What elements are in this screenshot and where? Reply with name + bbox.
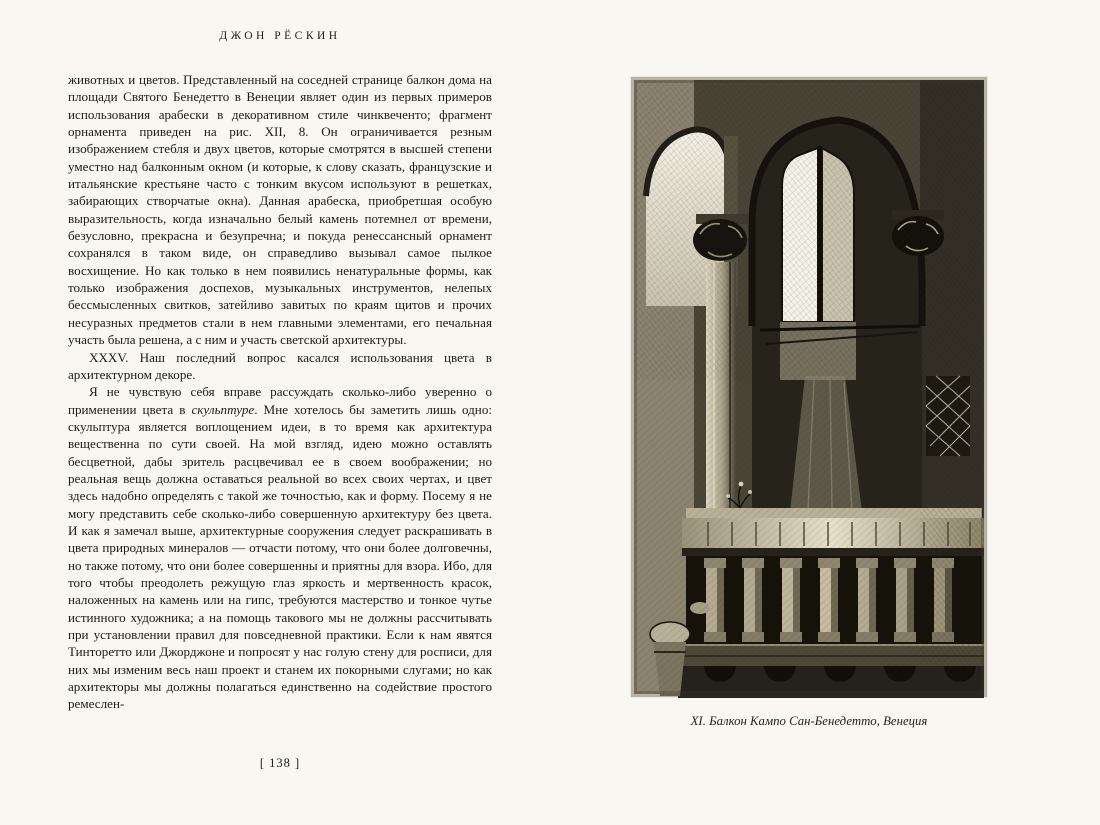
figure: [630, 76, 988, 729]
paragraph: животных и цветов. Представленный на соседней странице балкон дома на площади Святого Бенедетто в Венеции являет один из первых примеров использования арабески в декоративном стиле чинквеченто; фрагмент орнамента приведен на рис. XII, 8. Он ограничивается резным изображением стебля и двух цветов, которые смотрятся в высшей степени уместно над балконным окном (и которые, к слову сказать, французские и итальянские крестьяне часто с тонким вкусом используют в решетках, забирающих створчатые окна). Данная арабеска, приобретшая особую выразительность, когда изначально белый камень потемнел от времени, безусловно, прекрасна и безупречна; и покуда ренессансный орнамент сохранялся в таком виде, он справедливо вызывал самое пылкое восхищение. Но как только в нем появились ненатуральные формы, как только изображения доспехов, музыкальных инструментов, нелепых бессмысленных свитков, затейливо завитых по краям щитов и прочих несуразных предметов стали в нем главными элементами, его печальная участь была решена, а с ним и участь светской архитектуры.: [68, 72, 492, 348]
paragraph: Я не чувствую себя вправе рассуждать сколько-либо уверенно о применении цвета в скульптуре. Мне хотелось бы заметить лишь одно: скульптура является воплощением идеи, в то время как архитектура вещественна по сути своей. На мой взгляд, идею можно оставлять бесцветной, дабы зритель расцвечивал ее в своем воображении; но реальная вещь должна оставаться реальной во всех своих чертах, и цвет здесь надобно определять с такой же точностью, как и форму. Посему я не могу представить себе сколько-либо совершенную архитектуру без цвета. И как я замечал выше, архитектурные сооружения следует раскрашивать в цвета природных минералов — отчасти потому, что они более долговечны, но также потому, что они более совершенны и приятны для взора. Ибо, для того чтобы преодолеть режущую глаз яркость и мертвенность красок, наложенных на камень или на гипс, требуются мастерство и тонкое чутье истинного художника; а на помощь такового мы не должны рассчитывать при установлении правил для повседневной практики. Если к нам явятся Тинторетто или Джорджоне и попросят у нас голую стену для росписи, для них мы изменим весь наш проект и станем их покорными слугами; но как архитекторы мы должны полагаться единственно на содействие простого ремеслен-: [68, 384, 492, 712]
page-number: [ 138 ]: [259, 756, 301, 770]
running-head: ДЖОН РЁСКИН: [219, 30, 341, 42]
paragraph: XXXV. Наш последний вопрос касался использования цвета в архитектурном декоре.: [68, 349, 492, 382]
figure-caption: XI. Балкон Кампо Сан-Бенедетто, Венеция: [690, 714, 928, 728]
body-text: [68, 71, 492, 713]
balcony-engraving-image: [630, 76, 988, 698]
